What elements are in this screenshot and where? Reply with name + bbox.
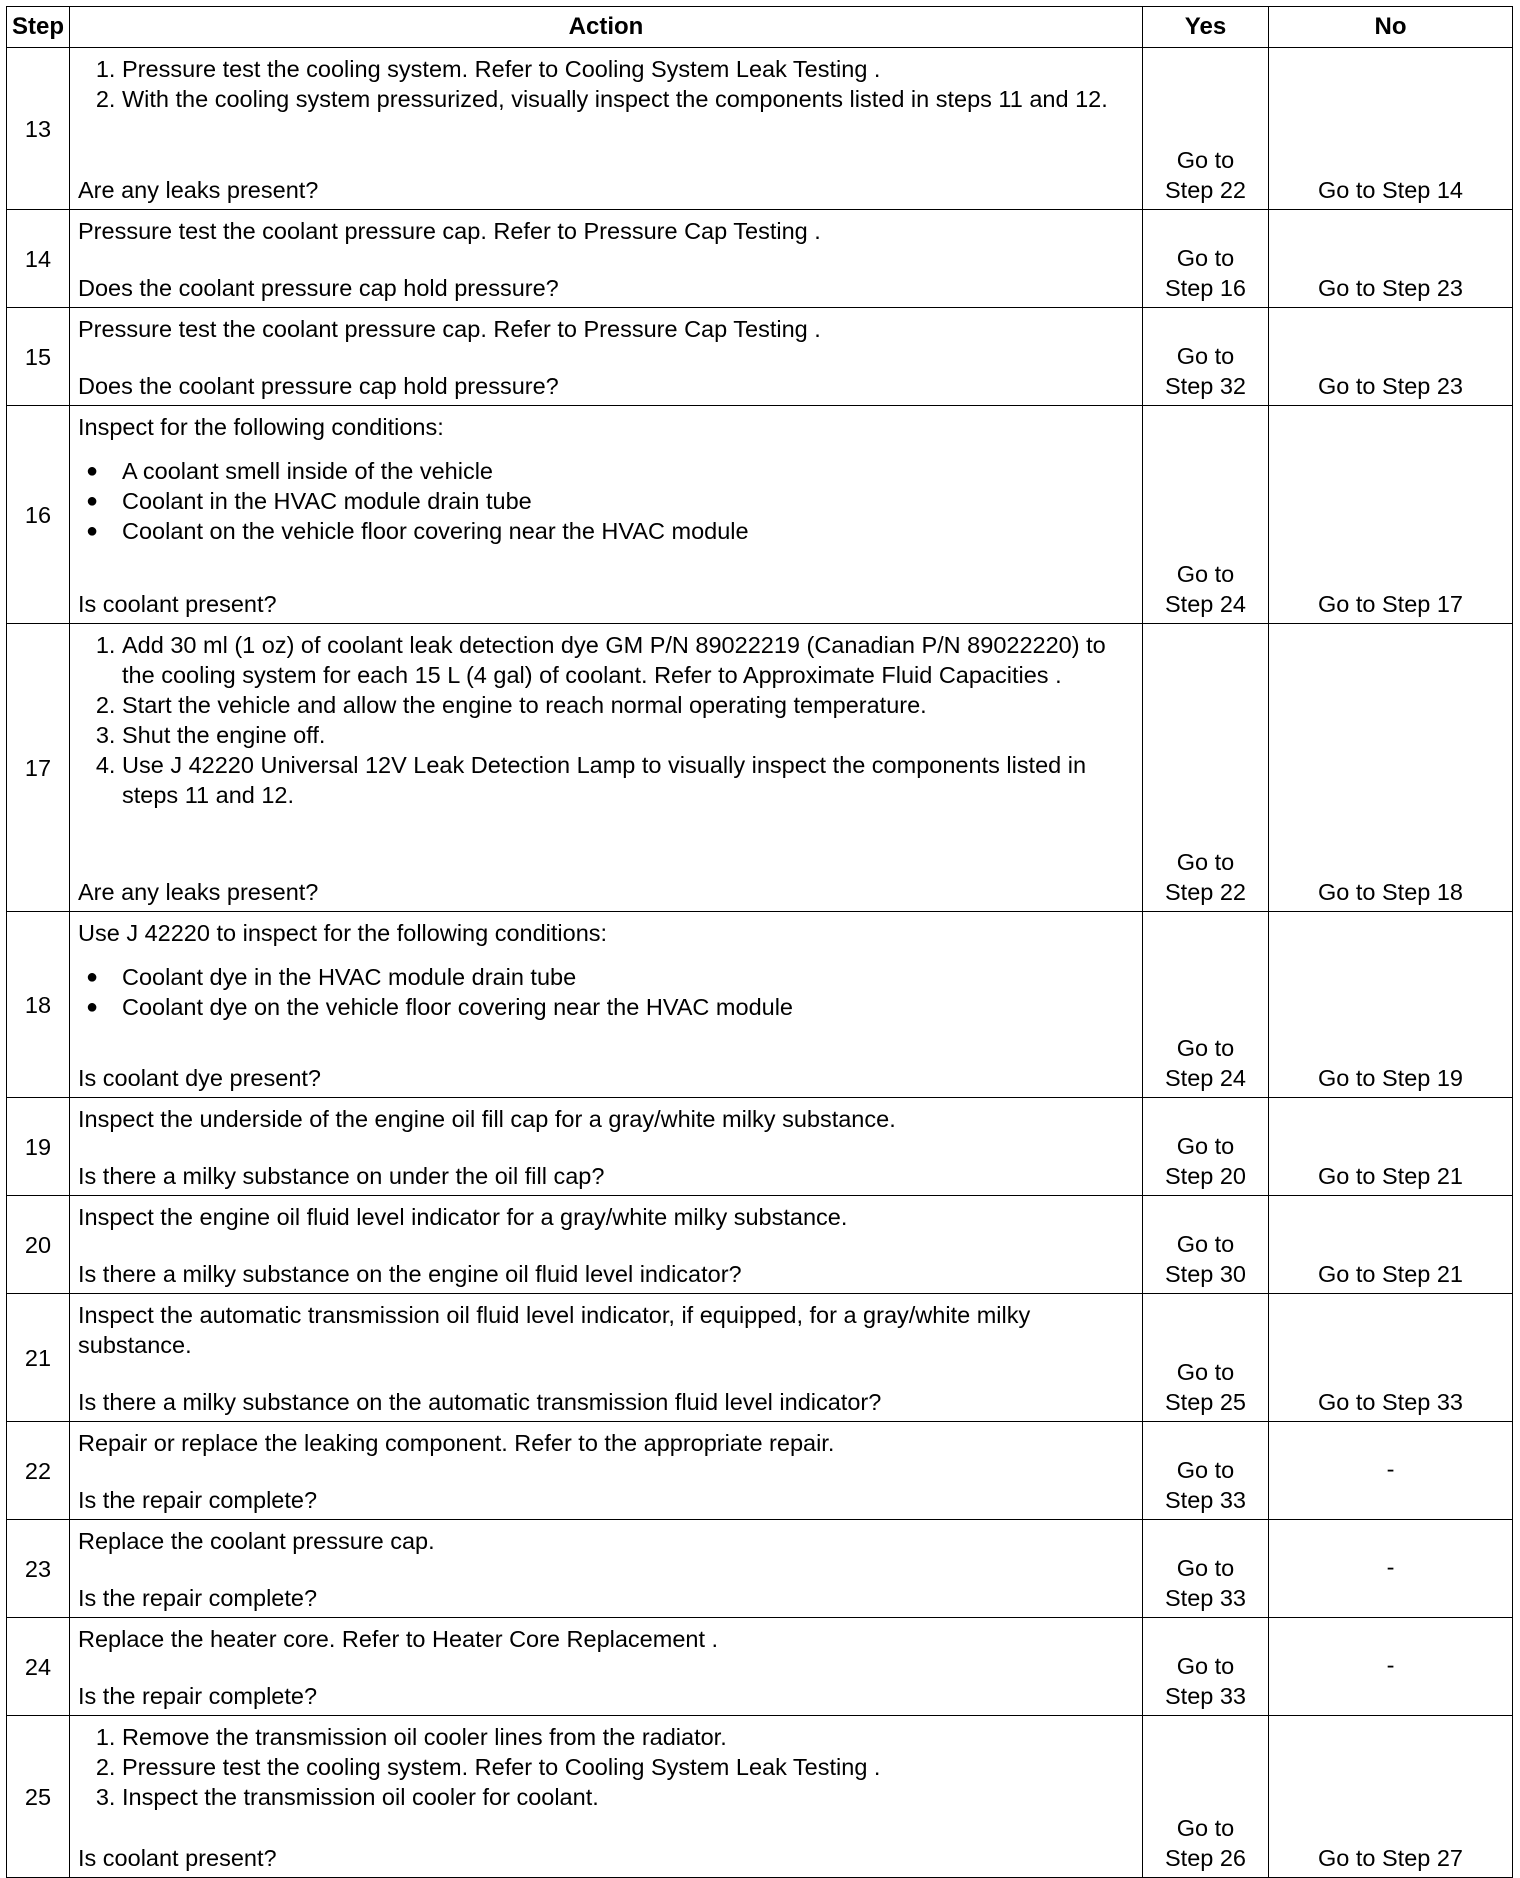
- table-row: [7, 912, 1513, 1098]
- table-row: [7, 1422, 1513, 1520]
- bullet-item: ● Coolant dye in the HVAC module drain tube: [122, 962, 1134, 992]
- yes-cell: [1143, 1618, 1269, 1716]
- bullet-item: ● A coolant smell inside of the vehicle: [122, 456, 1134, 486]
- action-text: Replace the coolant pressure cap.: [78, 1528, 435, 1554]
- yes-goto: Go to: [1176, 1815, 1235, 1841]
- table-row: [7, 1618, 1513, 1716]
- action-cell: [70, 210, 1143, 308]
- action-cell: [70, 1618, 1143, 1716]
- yes-cell: [1143, 406, 1269, 624]
- header-action: Action: [70, 7, 1143, 48]
- yes-goto: Go to: [1176, 1457, 1235, 1483]
- yes-step: Step 20: [1164, 1163, 1246, 1189]
- header-yes: Yes: [1143, 7, 1269, 48]
- no-cell: -: [1269, 1520, 1513, 1618]
- action-text: Replace the heater core. Refer to Heater Core Replacement .: [78, 1626, 719, 1652]
- action-cell: [70, 1716, 1143, 1878]
- action-text: Inspect the engine oil fluid level indicator for a gray/white milky substance.: [78, 1204, 848, 1230]
- header-step: Step: [7, 7, 70, 48]
- yes-cell: [1143, 308, 1269, 406]
- list-item: 2. With the cooling system pressurized, visually inspect the components listed in steps 11 and 12.: [122, 84, 1134, 114]
- step-number: 18: [7, 912, 70, 1098]
- no-cell: Go to Step 33: [1269, 1294, 1513, 1422]
- bullet-list: [78, 456, 1134, 546]
- question-text: Is the repair complete?: [78, 1585, 318, 1611]
- action-cell: [70, 1098, 1143, 1196]
- yes-goto: Go to: [1176, 245, 1235, 271]
- no-cell: Go to Step 19: [1269, 912, 1513, 1098]
- list-item: 3. Inspect the transmission oil cooler for coolant.: [122, 1782, 1134, 1812]
- step-number: 25: [7, 1716, 70, 1878]
- step-number: 24: [7, 1618, 70, 1716]
- question-text: Is coolant present?: [78, 591, 277, 617]
- yes-cell: [1143, 1196, 1269, 1294]
- table-row: [7, 1294, 1513, 1422]
- action-cell: [70, 1422, 1143, 1520]
- table-row: [7, 1196, 1513, 1294]
- yes-cell: [1143, 912, 1269, 1098]
- yes-step: Step 24: [1164, 1065, 1246, 1091]
- action-cell: [70, 48, 1143, 210]
- action-text: Inspect the underside of the engine oil fill cap for a gray/white milky substance.: [78, 1106, 896, 1132]
- action-cell: [70, 406, 1143, 624]
- yes-cell: [1143, 48, 1269, 210]
- step-number: 17: [7, 624, 70, 912]
- step-number: 19: [7, 1098, 70, 1196]
- no-cell: -: [1269, 1422, 1513, 1520]
- question-text: Does the coolant pressure cap hold pressure?: [78, 275, 559, 301]
- bullet-item: ● Coolant dye on the vehicle floor covering near the HVAC module: [122, 992, 1134, 1022]
- yes-cell: [1143, 1520, 1269, 1618]
- yes-goto: Go to: [1176, 1231, 1235, 1257]
- yes-cell: [1143, 1716, 1269, 1878]
- no-cell: Go to Step 23: [1269, 308, 1513, 406]
- table-row: [7, 624, 1513, 912]
- action-cell: [70, 1520, 1143, 1618]
- question-text: Is there a milky substance on the automatic transmission fluid level indicator?: [78, 1389, 882, 1415]
- yes-cell: [1143, 1422, 1269, 1520]
- no-cell: Go to Step 27: [1269, 1716, 1513, 1878]
- table-row: [7, 406, 1513, 624]
- yes-step: Step 26: [1164, 1845, 1246, 1871]
- action-cell: [70, 624, 1143, 912]
- list-item: 1. Add 30 ml (1 oz) of coolant leak detection dye GM P/N 89022219 (Canadian P/N 89022220) to the cooling system for each 15 L (4 gal) of coolant. Refer to Approximate Fluid Capacities .: [122, 630, 1134, 690]
- list-item: 4. Use J 42220 Universal 12V Leak Detection Lamp to visually inspect the components listed in steps 11 and 12.: [122, 750, 1134, 810]
- question-text: Is the repair complete?: [78, 1683, 318, 1709]
- yes-cell: [1143, 210, 1269, 308]
- yes-step: Step 30: [1164, 1261, 1246, 1287]
- action-text: Use J 42220 to inspect for the following conditions:: [78, 920, 608, 946]
- yes-step: Step 22: [1164, 879, 1246, 905]
- yes-goto: Go to: [1176, 1359, 1235, 1385]
- step-number: 21: [7, 1294, 70, 1422]
- diagnostic-table: [6, 6, 1513, 1878]
- yes-step: Step 16: [1164, 275, 1246, 301]
- question-text: Are any leaks present?: [78, 177, 319, 203]
- table-row: [7, 1098, 1513, 1196]
- header-row: [7, 7, 1513, 48]
- step-number: 14: [7, 210, 70, 308]
- step-number: 16: [7, 406, 70, 624]
- yes-cell: [1143, 624, 1269, 912]
- list-item: 2. Start the vehicle and allow the engine to reach normal operating temperature.: [122, 690, 1134, 720]
- action-cell: [70, 308, 1143, 406]
- no-cell: Go to Step 18: [1269, 624, 1513, 912]
- yes-goto: Go to: [1176, 1555, 1235, 1581]
- yes-goto: Go to: [1176, 1653, 1235, 1679]
- no-cell: Go to Step 23: [1269, 210, 1513, 308]
- table-row: [7, 308, 1513, 406]
- action-cell: [70, 1196, 1143, 1294]
- step-number: 23: [7, 1520, 70, 1618]
- yes-step: Step 33: [1164, 1585, 1246, 1611]
- step-number: 20: [7, 1196, 70, 1294]
- list-item: 1. Pressure test the cooling system. Refer to Cooling System Leak Testing .: [122, 54, 1134, 84]
- table-row: [7, 48, 1513, 210]
- yes-step: Step 33: [1164, 1683, 1246, 1709]
- action-text: Pressure test the coolant pressure cap. Refer to Pressure Cap Testing .: [78, 316, 821, 342]
- yes-cell: [1143, 1294, 1269, 1422]
- no-cell: Go to Step 21: [1269, 1098, 1513, 1196]
- action-cell: [70, 912, 1143, 1098]
- question-text: Is coolant dye present?: [78, 1065, 321, 1091]
- yes-step: Step 22: [1164, 177, 1246, 203]
- action-text: Repair or replace the leaking component. Refer to the appropriate repair.: [78, 1430, 835, 1456]
- yes-goto: Go to: [1176, 561, 1235, 587]
- table-body: [7, 48, 1513, 1878]
- no-cell: Go to Step 17: [1269, 406, 1513, 624]
- step-number: 13: [7, 48, 70, 210]
- question-text: Are any leaks present?: [78, 879, 319, 905]
- question-text: Is the repair complete?: [78, 1487, 318, 1513]
- step-number: 22: [7, 1422, 70, 1520]
- question-text: Is there a milky substance on the engine oil fluid level indicator?: [78, 1261, 742, 1287]
- no-cell: Go to Step 21: [1269, 1196, 1513, 1294]
- action-cell: [70, 1294, 1143, 1422]
- question-text: Is coolant present?: [78, 1845, 277, 1871]
- yes-goto: Go to: [1176, 1133, 1235, 1159]
- step-number: 15: [7, 308, 70, 406]
- yes-goto: Go to: [1176, 147, 1235, 173]
- no-cell: -: [1269, 1618, 1513, 1716]
- header-no: No: [1269, 7, 1513, 48]
- yes-step: Step 24: [1164, 591, 1246, 617]
- bullet-item: ● Coolant in the HVAC module drain tube: [122, 486, 1134, 516]
- list-item: 2. Pressure test the cooling system. Refer to Cooling System Leak Testing .: [122, 1752, 1134, 1782]
- yes-step: Step 33: [1164, 1487, 1246, 1513]
- yes-goto: Go to: [1176, 849, 1235, 875]
- list-item: 1. Remove the transmission oil cooler lines from the radiator.: [122, 1722, 1134, 1752]
- numbered-list: [78, 1722, 1134, 1812]
- numbered-list: [78, 54, 1134, 114]
- yes-goto: Go to: [1176, 1035, 1235, 1061]
- bullet-list: [78, 962, 1134, 1022]
- bullet-item: ● Coolant on the vehicle floor covering near the HVAC module: [122, 516, 1134, 546]
- yes-goto: Go to: [1176, 343, 1235, 369]
- yes-step: Step 25: [1164, 1389, 1246, 1415]
- yes-step: Step 32: [1164, 373, 1246, 399]
- no-cell: Go to Step 14: [1269, 48, 1513, 210]
- table-row: [7, 1716, 1513, 1878]
- action-text: Inspect the automatic transmission oil fluid level indicator, if equipped, for a gray/white milky substance.: [78, 1302, 1031, 1358]
- action-text: Inspect for the following conditions:: [78, 414, 444, 440]
- table-row: [7, 210, 1513, 308]
- list-item: 3. Shut the engine off.: [122, 720, 1134, 750]
- action-text: Pressure test the coolant pressure cap. Refer to Pressure Cap Testing .: [78, 218, 821, 244]
- yes-cell: [1143, 1098, 1269, 1196]
- question-text: Is there a milky substance on under the oil fill cap?: [78, 1163, 605, 1189]
- question-text: Does the coolant pressure cap hold pressure?: [78, 373, 559, 399]
- numbered-list: [78, 630, 1134, 810]
- table-row: [7, 1520, 1513, 1618]
